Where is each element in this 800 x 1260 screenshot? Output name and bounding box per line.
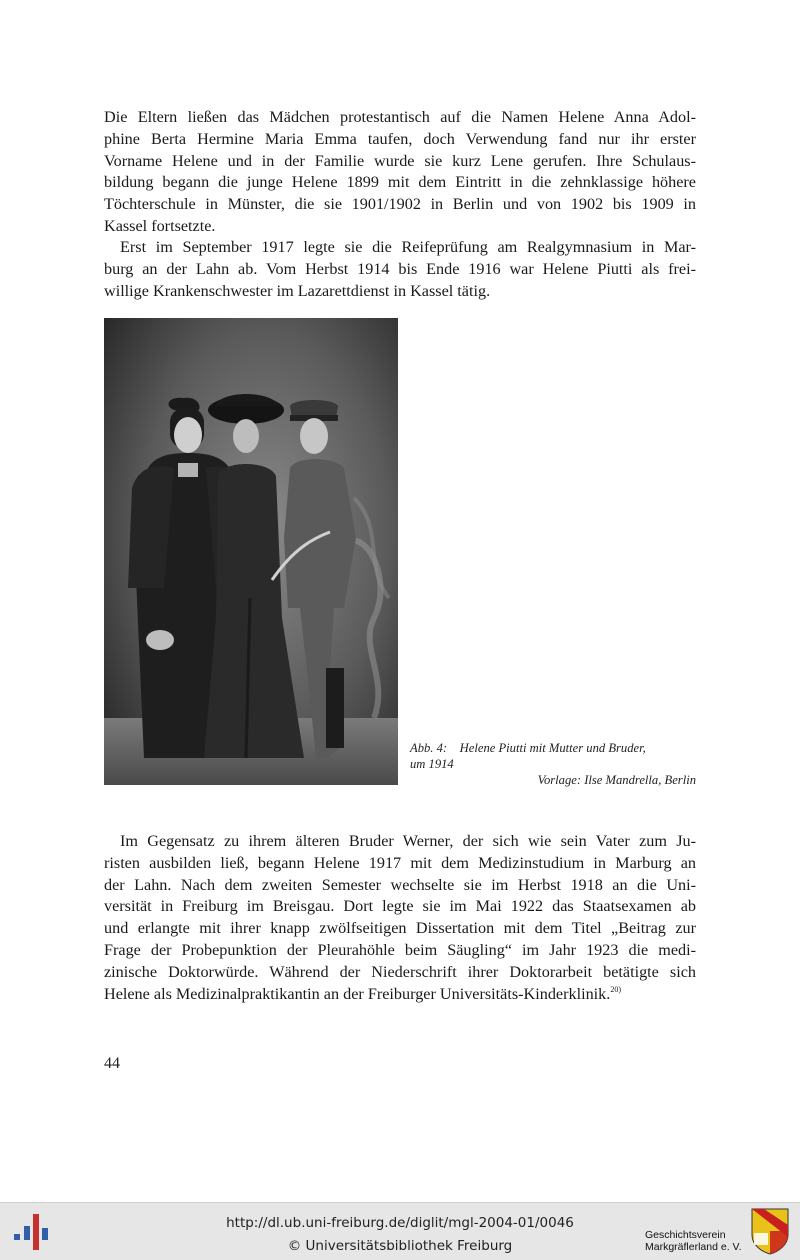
caption-text-line1: Helene Piutti mit Mutter und Bruder, bbox=[459, 741, 646, 755]
caption-text-line2: um 1914 bbox=[410, 757, 454, 771]
text-line: phine Berta Hermine Maria Emma taufen, doch Verwendung fand nur ihr erster bbox=[104, 129, 696, 148]
text-line: der Lahn. Nach dem zweiten Semester wechselte sie im Herbst 1918 an die Uni- bbox=[104, 875, 696, 894]
society-line-1: Geschichtsverein bbox=[645, 1229, 726, 1241]
caption-source: Vorlage: Ilse Mandrella, Berlin bbox=[537, 773, 696, 787]
text-line: Töchterschule in Münster, die sie 1901/1902 in Berlin und von 1902 bis 1909 in bbox=[104, 195, 696, 214]
text-line: Die Eltern ließen das Mädchen protestantisch auf die Namen Helene Anna Adol- bbox=[104, 108, 696, 126]
historical-photograph bbox=[104, 318, 398, 785]
text-line: und erlangte mit ihrer knapp zwölfseitigen Dissertation mit dem Titel „Beitrag zur bbox=[104, 919, 696, 938]
figure-caption bbox=[410, 740, 696, 788]
footer-bar bbox=[0, 1202, 800, 1260]
text-line: Erst im September 1917 legte sie die Reifeprüfung am Realgymnasium in Mar- bbox=[120, 238, 696, 256]
paragraph-3 bbox=[104, 831, 696, 1005]
footnote-marker: 20) bbox=[610, 984, 621, 994]
footer-copyright: © Universitätsbibliothek Freiburg bbox=[287, 1238, 513, 1254]
text-line: Frage der Probepunktion der Pleurahöhle beim Säugling“ im Jahr 1923 die medi- bbox=[104, 940, 696, 959]
text-line: versität in Freiburg im Breisgau. Dort legte sie im Mai 1922 das Staatsexamen ab bbox=[104, 897, 696, 916]
page-number: 44 bbox=[104, 1055, 120, 1072]
society-name bbox=[645, 1229, 742, 1253]
coat-of-arms-icon bbox=[750, 1207, 790, 1255]
text-line: Helene als Medizinalpraktikantin an der Freiburger Universitäts-Kinderklinik.$^{20)}$ bbox=[104, 984, 621, 1003]
text-line: burg an der Lahn ab. Vom Herbst 1914 bis Ende 1916 war Helene Piutti als frei- bbox=[104, 259, 696, 278]
text-line: risten ausbilden ließ, begann Helene 1917 mit dem Medizinstudium in Marburg an bbox=[104, 853, 696, 872]
text-line: Im Gegensatz zu ihrem älteren Bruder Werner, der sich wie sein Vater zum Ju- bbox=[120, 832, 696, 850]
paragraph-1 bbox=[104, 107, 696, 238]
text-line: bildung begann die junge Helene 1899 mit dem Eintritt in die zehnklassige höhere bbox=[104, 173, 696, 192]
text-line: willige Krankenschwester im Lazarettdienst in Kassel tätig. bbox=[104, 281, 491, 300]
footer-url-link[interactable]: http://dl.ub.uni-freiburg.de/diglit/mgl-2004-01/0046 bbox=[226, 1215, 574, 1231]
text-line: Vorname Helene und in der Familie wurde sie kurz Lene gerufen. Ihre Schulaus- bbox=[104, 151, 696, 170]
text-line: Kassel fortsetzte. bbox=[104, 216, 216, 235]
text-line: zinische Doktorwürde. Während der Niederschrift ihrer Doktorarbeit betätigte sich bbox=[104, 962, 696, 981]
paragraph-2 bbox=[104, 237, 696, 302]
society-line-2: Markgräflerland e. V. bbox=[645, 1241, 742, 1253]
caption-label: Abb. 4: bbox=[410, 741, 448, 755]
